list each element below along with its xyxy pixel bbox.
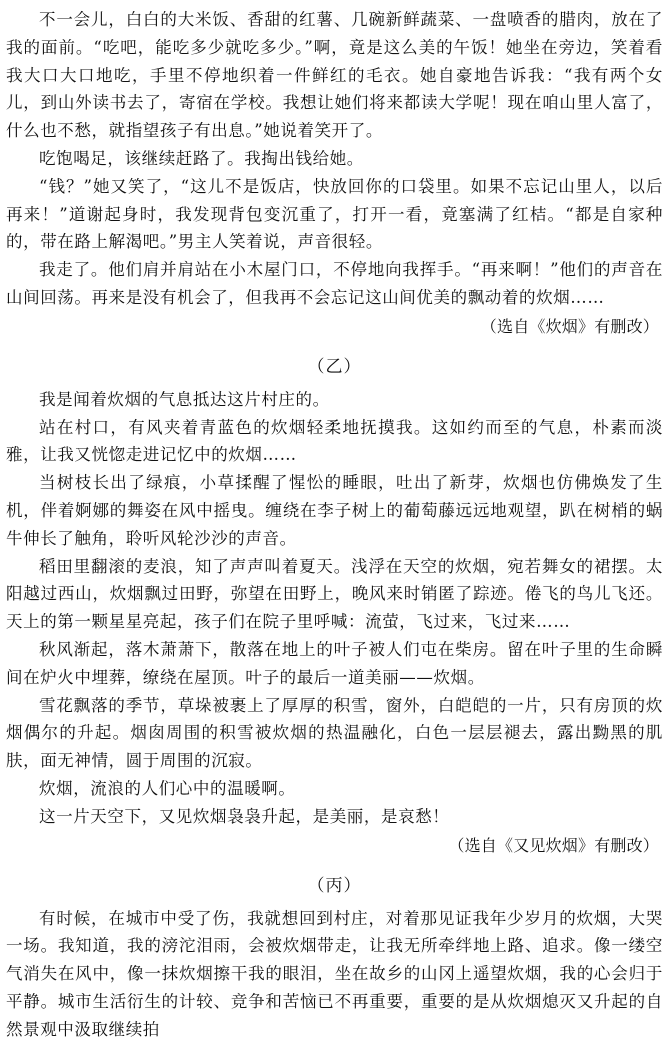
passage-b-paragraph: 这一片天空下，又见炊烟袅袅升起，是美丽，是哀愁！ (39, 806, 450, 826)
passage-a-paragraph: 我走了。他们肩并肩站在小木屋门口，不停地向我挥手。“再来啊！”他们的声音在山间回荡。再来是没有机会了，但我再不会忘记这山间优美的飘动着的炊烟…… (6, 260, 663, 307)
passage-a (6, 6, 663, 340)
passage-a-paragraph: 不一会儿，白白的大米饭、香甜的红薯、几碗新鲜蔬菜、一盘喷香的腊肉，放在了我的面前。“吃吧，能吃多少就吃多少。”啊，竟是这么美的午饭！她坐在旁边，笑着看我大口大口地吃，手里不停地织着一件鲜红的毛衣。她自豪地告诉我：“我有两个女儿，到山外读书去了，寄宿在学校。我想让她们将来都读大学呢！现在咱山里人富了，什么也不愁，就指望孩子有出息。”她说着笑开了。 (6, 10, 663, 141)
passage-b-title: （乙） (307, 356, 362, 377)
passage-b-source: （选自《又见炊烟》有删改） (448, 835, 659, 855)
passage-b-paragraph: 当树枝长出了绿痕，小草揉醒了惺忪的睡眼，吐出了新芽，炊烟也仿佛焕发了生机，伴着婀娜的舞姿在风中摇曳。缠绕在李子树上的葡萄藤远远地观望，趴在树梢的蜗牛伸长了触角，聆听风轮沙沙的声音。 (6, 473, 663, 548)
passage-b-paragraph: 炊烟，流浪的人们心中的温暖啊。 (39, 778, 296, 798)
passage-c (6, 873, 663, 1044)
passage-b-paragraph: 我是闻着炊烟的气息抵达这片村庄的。 (39, 389, 330, 409)
passage-a-paragraph: 吃饱喝足，该继续赶路了。我掏出钱给她。 (39, 148, 364, 168)
passage-b-paragraph: 雪花飘落的季节，草垛被裹上了厚厚的积雪，窗外，白皑皑的一片，只有房顶的炊烟偶尔的升起。烟囱周围的积雪被炊烟的热温融化，白色一层层褪去，露出黝黑的肌肤，面无神情，圆于周围的沉寂。 (6, 695, 663, 771)
passage-b-paragraph: 秋风渐起，落木萧萧下，散落在地上的叶子被人们屯在柴房。留在叶子里的生命瞬间在炉火中埋葬，缭绕在屋顶。叶子的最后一道美丽——炊烟。 (6, 639, 663, 687)
passage-a-paragraph: “钱？”她又笑了，“这儿不是饭店，快放回你的口袋里。如果不忘记山里人，以后再来！”道谢起身时，我发现背包变沉重了，打开一看，竟塞满了红桔。“都是自家种的，带在路上解渴吧。”男主人笑着说，声音很轻。 (6, 176, 663, 252)
passage-a-source: （选自《炊烟》有删改） (480, 316, 659, 336)
passage-b-paragraph: 站在村口，有风夹着青蓝色的炊烟轻柔地抚摸我。这如约而至的气息，朴素而淡雅，让我又恍惚走进记忆中的炊烟…… (6, 417, 663, 465)
passage-b (6, 354, 663, 859)
passage-c-paragraph: 有时候，在城市中受了伤，我就想回到村庄，对着那见证我年少岁月的炊烟，大哭一场。我知道，我的滂沱泪雨，会被炊烟带走，让我无所牵绊地上路、追求。像一缕空气消失在风中，像一抹炊烟擦干我的眼泪，坐在故乡的山冈上遥望炊烟，我的心会归于平静。城市生活衍生的计较、竞争和苦恼已不再重要，重要的是从炊烟熄灭又升起的自然景观中汲取继续拍 (6, 908, 663, 1039)
passage-b-paragraph: 稻田里翻滚的麦浪，知了声声叫着夏天。浅浮在天空的炊烟，宛若舞女的裙摆。太阳越过西山，炊烟飘过田野，弥望在田野上，晚风来时销匿了踪迹。倦飞的鸟儿飞还。天上的第一颗星星亮起，孩子们在院子里呼喊：流萤，飞过来，飞过来…… (6, 556, 663, 632)
passage-c-title: （丙） (307, 875, 362, 896)
